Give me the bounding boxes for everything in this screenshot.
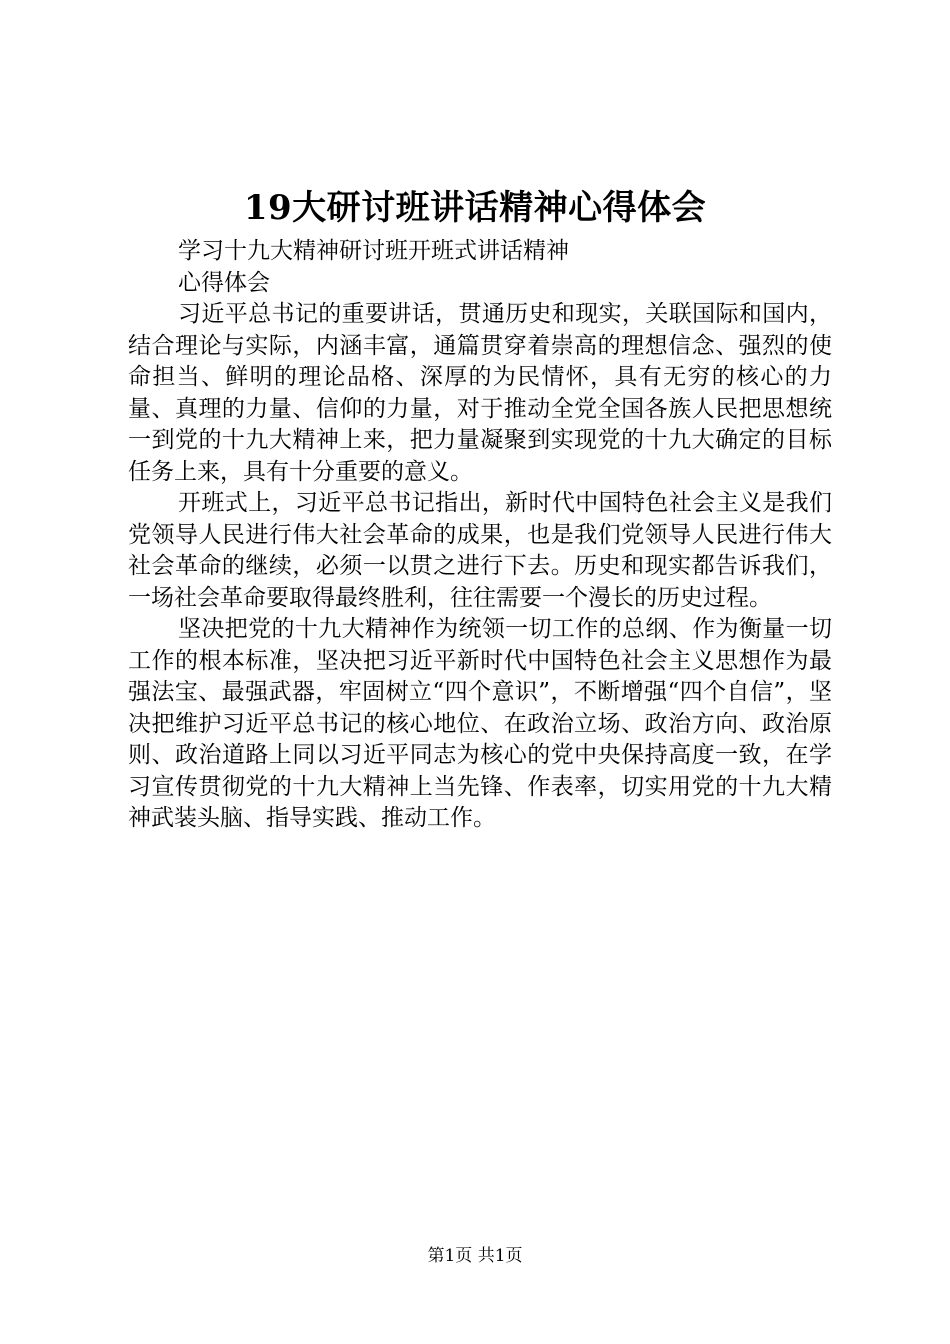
document-body (128, 236, 832, 835)
subtitle-line: 学习十九大精神研讨班开班式讲话精神 (178, 238, 569, 264)
document-title: 19大研讨班讲话精神心得体会 (243, 188, 707, 228)
body-paragraph: 开班式上，习近平总书记指出，新时代中国特色社会主义是我们党领导人民进行伟大社会革命的成果，也是我们党领导人民进行伟大社会革命的继续，必须一以贯之进行下去。历史和现实都告诉我们，一场社会革命要取得最终胜利，往往需要一个漫长的历史过程。 (128, 490, 832, 611)
page-number-footer: 第1页 共1页 (427, 1246, 523, 1266)
body-paragraph: 习近平总书记的重要讲话，贯通历史和现实，关联国际和国内，结合理论与实际，内涵丰富，通篇贯穿着崇高的理想信念、强烈的使命担当、鲜明的理论品格、深厚的为民情怀，具有无穷的核心的力量、真理的力量、信仰的力量，对于推动全党全国各族人民把思想统一到党的十九大精神上来，把力量凝聚到实现党的十九大确定的目标任务上来，具有十分重要的意义。 (128, 301, 832, 485)
body-paragraph: 坚决把党的十九大精神作为统领一切工作的总纲、作为衡量一切工作的根本标准，坚决把习近平新时代中国特色社会主义思想作为最强法宝、最强武器，牢固树立“四个意识”，不断增强“四个自信”，坚决把维护习近平总书记的核心地位、在政治立场、政治方向、政治原则、政治道路上同以习近平同志为核心的党中央保持高度一致，在学习宣传贯彻党的十九大精神上当先锋、作表率，切实用党的十九大精神武装头脑、指导实践、推动工作。 (128, 616, 832, 831)
subtitle-line: 心得体会 (178, 269, 270, 296)
